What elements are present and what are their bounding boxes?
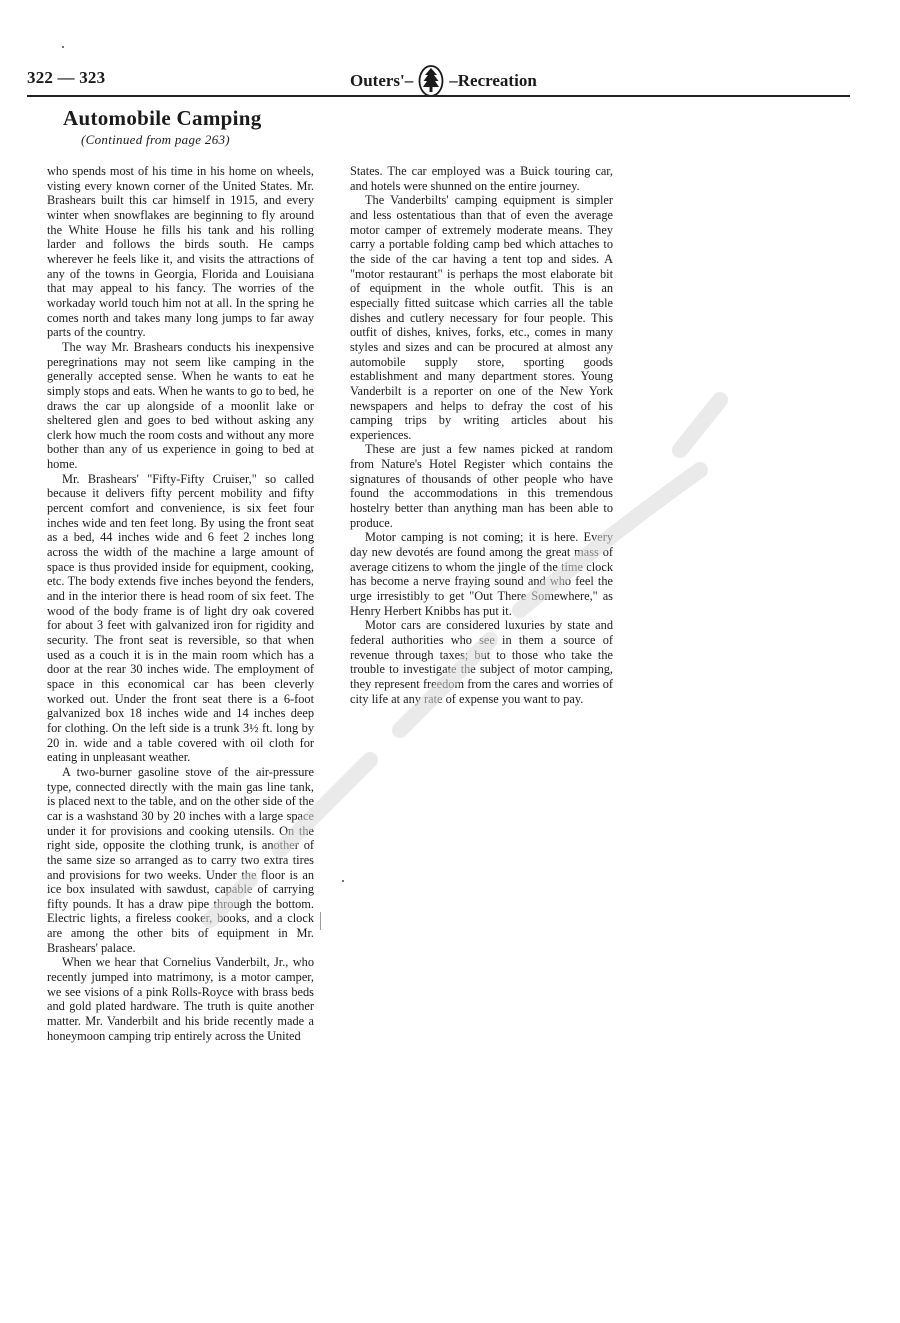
article-title: Automobile Camping: [63, 106, 262, 130]
stray-mark-top: [62, 46, 64, 48]
right-column: [350, 164, 613, 706]
masthead: [350, 64, 537, 98]
margin-mark: [320, 912, 321, 930]
left-paragraph-1: who spends most of his time in his home on wheels, visting every known corner of the United States. Mr. Brashears built this car himself in 1915, and every winter when snowflakes are beginning to fly around the White House he fills his tank and his rolling larder and follows the birds south. He camps wherever he feels like it, and visits the attractions of any of the towns in Georgia, Florida and Louisiana that may appeal to his fancy. The worries of the workaday world touch him not at all. In the spring he comes north and takes many long jumps to far away parts of the country.: [47, 164, 314, 340]
left-column: [47, 164, 314, 1043]
stray-mark-middle: [342, 880, 344, 882]
right-paragraph-4: Motor camping is not coming; it is here. Every day new devotés are found among the great mass of average citizens to whom the jingle of the time clock has become a nerve fraying sound and who feel the urge irresistibly to get "Out There Somewhere," as Henry Herbert Knibbs has put it.: [350, 530, 613, 618]
pine-tree-emblem-icon: [417, 64, 445, 98]
left-paragraph-3: Mr. Brashears' "Fifty-Fifty Cruiser," so called because it delivers fifty percent mobility and fifty percent comfort and convenience, is six feet four inches wide and ten feet long. By using the front seat as a bed, 44 inches wide and 6 feet 2 inches long across the width of the machine a large amount of space is thus provided inside for equipment, cooking, etc. The body extends five inches beyond the fenders, and in the interior there is head room of six feet. The wood of the body frame is of light dry oak covered for about 3 feet with galvanized iron for rigidity and security. The front seat is reversible, so that when used as a couch it is in the main room which has a door at the rear 30 inches wide. The employment of space in this economical car has been cleverly worked out. Under the front seat there is a 6-foot galvanized box 18 inches wide and 14 inches deep for clothing. On the left side is a trunk 3½ ft. long by 20 in. wide and a table covered with oil cloth for eating in unpleasant weather.: [47, 471, 314, 765]
left-paragraph-2: The way Mr. Brashears conducts his inexpensive peregrinations may not seem like camping in the generally accepted sense. When he wants to eat he simply stops and eats. When he wants to go to bed, he draws the car up alongside of a moonlit lake or sheltered glen and goes to bed without asking any clerk how much the room costs and without any more bother than any of us experience in going to bed at home.: [47, 339, 314, 472]
left-paragraph-5: When we hear that Cornelius Vanderbilt, Jr., who recently jumped into matrimony, is a motor camper, we see visions of a pink Rolls-Royce with brass beds and gold plated hardware. The truth is quite another matter. Mr. Vanderbilt and his bride recently made a honeymoon camping trip entirely across the United: [47, 955, 314, 1043]
right-paragraph-2: The Vanderbilts' camping equipment is simpler and less ostentatious than that of even the average motor camper of extremely moderate means. They carry a portable folding camp bed which attaches to the side of the car having a tent top and sides. A "motor restaurant" is perhaps the most elaborate bit of equipment in the whole outfit. This is an especially fitted suitcase which carries all the table dishes and cutlery necessary for four people. This outfit of dishes, knives, forks, etc., comes in many styles and sizes and can be procured at almost any automobile supply store, sporting goods establishment and many department stores. Young Vanderbilt is a reporter on one of the New York newspapers and helps to defray the cost of his camping trips by writing articles about his experiences.: [350, 193, 613, 442]
header-rule: [27, 95, 850, 97]
left-paragraph-4: A two-burner gasoline stove of the air-pressure type, connected directly with the main gas line tank, is placed next to the table, and on the other side of the car is a washstand 30 by 20 inches with a large space under it for provisions and cooking utensils. On the right side, opposite the clothing trunk, is another of the same size so arranged as to carry two extra tires and provisions for two weeks. Under the floor is an ice box insulated with sawdust, capable of carrying fifty pounds. It has a draw pipe through the bottom. Electric lights, a fireless cooker, books, and a clock are among the other bits of equipment in Mr. Brashears' palace.: [47, 764, 314, 955]
article-subtitle: (Continued from page 263): [81, 132, 230, 147]
right-paragraph-1: States. The car employed was a Buick touring car, and hotels were shunned on the entire journey.: [350, 164, 613, 193]
page-numbers: 322 — 323: [27, 68, 106, 87]
right-paragraph-3: These are just a few names picked at random from Nature's Hotel Register which contains the signatures of thousands of other people who have found the accommodations in this tremendous hostelry better than anything man has been able to produce.: [350, 442, 613, 530]
masthead-right-text: –Recreation: [449, 71, 537, 90]
page-header: [27, 64, 850, 98]
masthead-left-text: Outers'–: [350, 71, 414, 90]
right-paragraph-5: Motor cars are considered luxuries by state and federal authorities who see in them a source of revenue through taxes; but to those who take the trouble to investigate the subject of motor camping, they represent freedom from the cares and worries of city life at any rate of expense you want to pay.: [350, 618, 613, 706]
